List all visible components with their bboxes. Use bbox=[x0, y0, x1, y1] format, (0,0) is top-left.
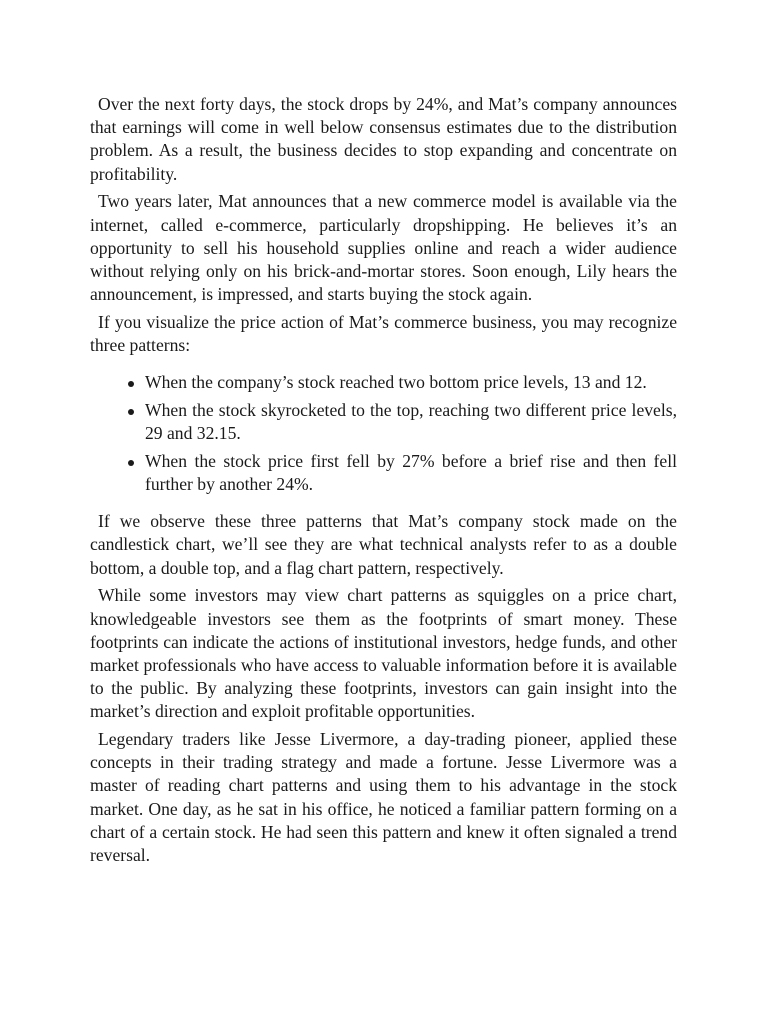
patterns-list bbox=[90, 371, 677, 496]
list-item bbox=[90, 371, 677, 394]
list-item-text: When the stock skyrocketed to the top, reaching two different price levels, 29 and 32.15. bbox=[145, 399, 677, 444]
bullet-icon bbox=[128, 381, 134, 387]
list-item-text: When the stock price first fell by 27% before a brief rise and then fell further by another 24%. bbox=[145, 450, 677, 495]
paragraph-three-patterns-intro: If you visualize the price action of Mat’s commerce business, you may recognize three patterns: bbox=[90, 311, 677, 356]
list-item bbox=[90, 450, 677, 496]
list-item bbox=[90, 399, 677, 445]
paragraph-pattern-names: If we observe these three patterns that Mat’s company stock made on the candlestick chart, we’ll see they are what technical analysts refer to as a double bottom, a double top, and a flag chart pattern, respectively. bbox=[90, 511, 677, 578]
paragraph-jesse-livermore: Legendary traders like Jesse Livermore, a day-trading pioneer, applied these concepts in their trading strategy and made a fortune. Jesse Livermore was a master of reading chart patterns and using them to his advantage in the stock market. One day, as he sat in his office, he noticed a familiar pattern forming on a chart of a certain stock. He had seen this pattern and knew it often signaled a trend reversal. bbox=[90, 729, 677, 866]
document-page bbox=[90, 93, 677, 872]
paragraph-stock-drop: Over the next forty days, the stock drops by 24%, and Mat’s company announces that earnings will come in well below consensus estimates due to the distribution problem. As a result, the business decides to stop expanding and concentrate on profitability. bbox=[90, 94, 677, 184]
bullet-icon bbox=[128, 409, 134, 415]
list-item-text: When the company’s stock reached two bottom price levels, 13 and 12. bbox=[145, 372, 647, 393]
paragraph-ecommerce: Two years later, Mat announces that a new commerce model is available via the internet, called e-commerce, particularly dropshipping. He believes it’s an opportunity to sell his household supplies online and reach a wider audience without relying only on his brick-and-mortar stores. Soon enough, Lily hears the announcement, is impressed, and starts buying the stock again. bbox=[90, 191, 677, 305]
paragraph-smart-money: While some investors may view chart patterns as squiggles on a price chart, knowledgeable investors see them as the footprints of smart money. These footprints can indicate the actions of institutional investors, hedge funds, and other market professionals who have access to valuable information before it is available to the public. By analyzing these footprints, investors can gain insight into the market’s direction and exploit profitable opportunities. bbox=[90, 585, 677, 722]
bullet-icon bbox=[128, 460, 134, 466]
